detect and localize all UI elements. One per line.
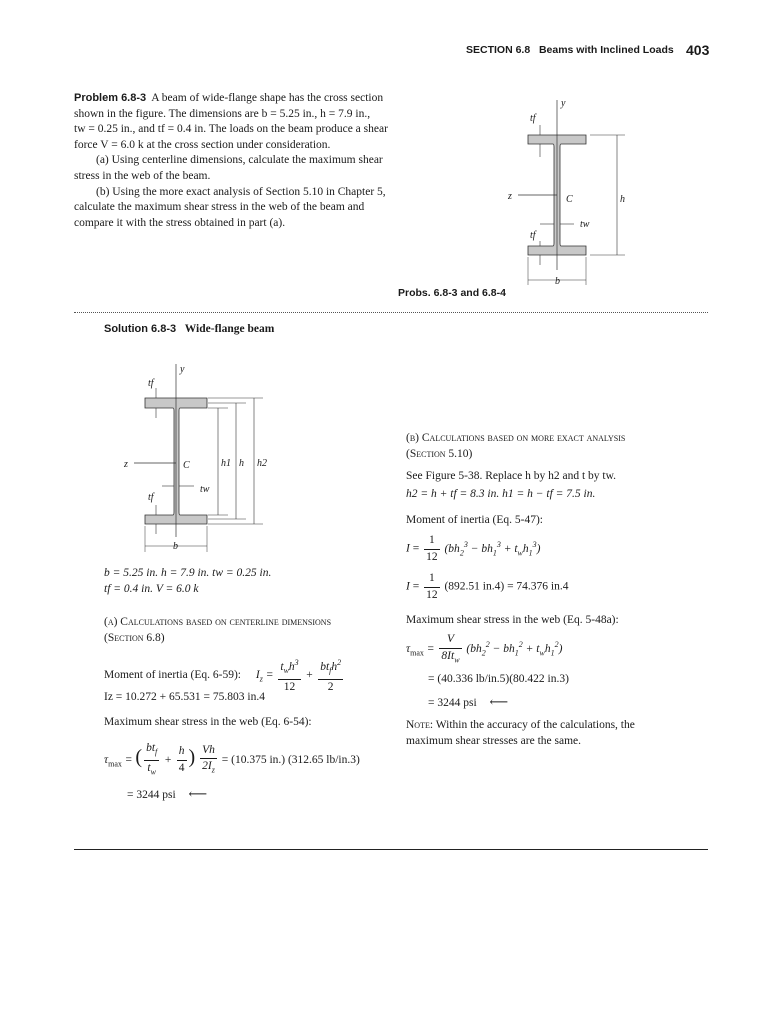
solution-label: Solution 6.8-3	[104, 323, 177, 335]
i-result-b-row: I = $\frac{1}{12}$ (892.51 in.4) = 74.376 in.4	[406, 572, 569, 601]
tau-b-result: = 3244 psi	[428, 697, 477, 709]
moi-a-label: Moment of inertia (Eq. 6-59):	[104, 668, 242, 681]
h-label: h	[239, 458, 244, 469]
section-divider	[74, 312, 708, 313]
tf-bottom-label: tf	[148, 492, 154, 503]
shear-b-label: Maximum shear stress in the web (Eq. 5-48a):	[406, 614, 619, 626]
part-b	[406, 431, 706, 462]
i-eval-b: (892.51 in.4) = 74.376 in.4	[444, 580, 569, 593]
problem-text-line: calculate the maximum shear stress in the web of the beam and	[74, 201, 365, 214]
h2-h1-values: h2 = h + tf = 8.3 in. h1 = h − tf = 7.5 in.	[406, 488, 596, 500]
iz-formula: $I_z$ = $\frac{t_wh^3}{12}$ + $\frac{bt_fh^2}{2}$	[256, 669, 345, 681]
part-a	[104, 615, 394, 646]
part-b-heading-2: (Section 5.10)	[406, 447, 473, 460]
part-a-heading: (a) Calculations based on centerline dimensions	[104, 616, 332, 628]
part-a-heading-2: (Section 6.8)	[104, 631, 165, 644]
problem-text-line: (b) Using the more exact analysis of Section 5.10 in Chapter 5,	[96, 185, 386, 198]
given-line-2: tf = 0.4 in. V = 6.0 k	[104, 582, 199, 595]
problem-text-line: (a) Using centerline dimensions, calculate the maximum shear	[96, 154, 383, 167]
section-number: SECTION 6.8	[466, 44, 531, 56]
problem-statement	[74, 91, 444, 231]
section-title: Beams with Inclined Loads	[538, 44, 674, 56]
h-label: h	[620, 194, 625, 205]
tau-a-row	[104, 741, 404, 780]
note-label: Note:	[406, 719, 434, 731]
z-axis-label: z	[124, 459, 128, 470]
figure-caption: Probs. 6.8-3 and 6.8-4	[398, 287, 506, 299]
centroid-label: C	[183, 460, 190, 471]
centroid-label: C	[566, 194, 573, 205]
note-text: Within the accuracy of the calculations, the	[435, 719, 635, 731]
b-label: b	[555, 276, 560, 285]
tf-top-label: tf	[148, 378, 154, 389]
tau-a-formula: $\tau_{max}$ = ( $\frac{bt_f}{t_w}$ + $\frac{h}{4}$ ) $\frac{Vh}{2I_z}$	[104, 742, 215, 777]
problem-text-line: compare it with the stress obtained in part (a).	[74, 216, 286, 229]
tf-bottom-label: tf	[530, 230, 536, 241]
y-axis-label: y	[180, 364, 185, 375]
given-line-1: b = 5.25 in. h = 7.9 in. tw = 0.25 in.	[104, 567, 272, 579]
running-header	[466, 44, 674, 56]
i-formula-b: I = $\frac{1}{12}$ $(bh_2^3 - bh_1^3 + t_wh_1^3)$	[406, 534, 541, 563]
tau-a-result: = 3244 psi	[127, 789, 176, 801]
tw-label: tw	[200, 484, 210, 495]
see-figure: See Figure 5-38. Replace h by h2 and t by tw.	[406, 470, 617, 482]
solution-heading	[104, 323, 274, 335]
problem-text-line: force V = 6.0 k at the cross section under consideration.	[74, 138, 331, 151]
solution-figure-wide-flange	[118, 362, 278, 557]
iz-result: Iz = 10.272 + 65.531 = 75.803 in.4	[104, 691, 265, 703]
tf-top-label: tf	[530, 113, 536, 124]
tau-b-formula: $\tau_{max}$ = $\frac{V}{8It_w}$ $(bh_2^2 - bh_1^2 + t_wh_1^2)$	[406, 633, 563, 664]
y-axis-label: y	[561, 98, 566, 109]
h1-label: h1	[221, 458, 231, 469]
problem-text-line: tw = 0.25 in., and tf = 0.4 in. The loads on the beam produce a shear	[74, 123, 388, 136]
tw-label: tw	[580, 219, 590, 230]
h2-label: h2	[257, 458, 267, 469]
problem-label: Problem 6.8-3	[74, 92, 147, 104]
note	[406, 718, 706, 749]
solution-title: Wide-flange beam	[184, 323, 275, 335]
tau-b-result-row	[428, 694, 508, 712]
problem-text-line: stress in the web of the beam.	[74, 169, 211, 182]
given-values	[104, 566, 271, 597]
b-label: b	[173, 541, 178, 552]
tau-a-result-row	[127, 786, 207, 804]
tau-b-eval: = (40.336 lb/in.5)(80.422 in.3)	[428, 673, 569, 685]
moi-b-label: Moment of inertia (Eq. 5-47):	[406, 514, 544, 526]
bottom-rule	[74, 849, 708, 850]
part-b-heading: (b) Calculations based on more exact analysis	[406, 432, 626, 444]
note-text-2: maximum shear stresses are the same.	[406, 734, 581, 747]
tau-a-eval: = (10.375 in.) (312.65 lb/in.3)	[221, 754, 360, 767]
problem-text-line: A beam of wide-flange shape has the cross section	[151, 92, 384, 104]
answer-arrow-icon: ⟵	[489, 694, 509, 709]
page-number: 403	[686, 42, 710, 58]
answer-arrow-icon: ⟵	[188, 786, 208, 801]
problem-figure-wide-flange	[500, 95, 640, 285]
shear-a-label: Maximum shear stress in the web (Eq. 6-54):	[104, 716, 312, 728]
problem-text-line: shown in the figure. The dimensions are b = 5.25 in., h = 7.9 in.,	[74, 107, 371, 120]
z-axis-label: z	[508, 191, 512, 202]
